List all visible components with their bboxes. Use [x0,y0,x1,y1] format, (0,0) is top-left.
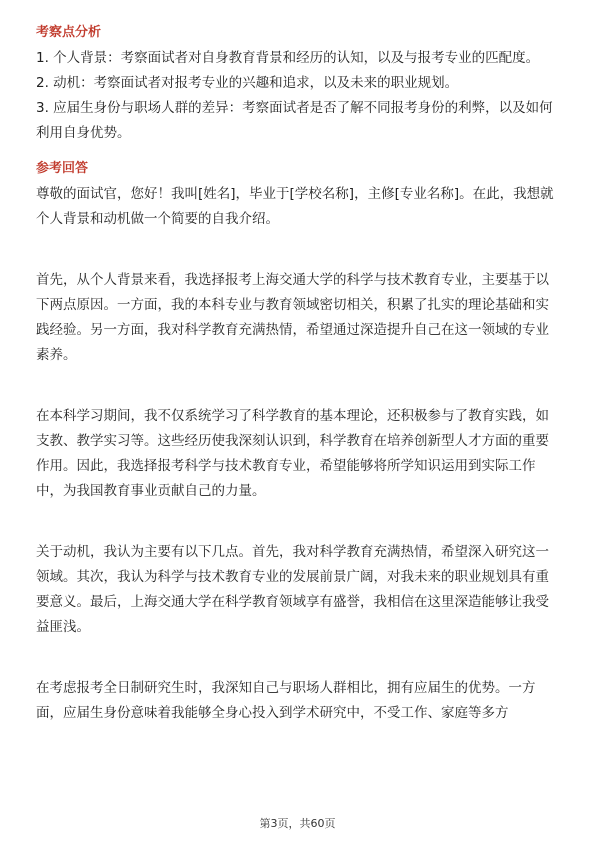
page-number-footer: 第3页，共60页 [259,817,336,830]
document-page [36,24,559,762]
answer-paragraph-1: 尊敬的面试官，您好！我叫[姓名]，毕业于[学校名称]，主修[专业名称]。在此，我想就个人背景和动机做一个简要的自我介绍。 [36,186,554,227]
answer-paragraph-2: 首先，从个人背景来看，我选择报考上海交通大学的科学与技术教育专业，主要基于以下两点原因。一方面，我的本科专业与教育领域密切相关，积累了扎实的理论基础和实践经验。另一方面，我对科学教育充满热情，希望通过深造提升自己在这一领域的专业素养。 [36,272,549,363]
answer-heading: 参考回答 [36,161,89,176]
analysis-heading: 考察点分析 [36,25,102,40]
answer-paragraph-5: 在考虑报考全日制研究生时，我深知自己与职场人群相比，拥有应届生的优势。一方面，应届生身份意味着我能够全身心投入到学术研究中，不受工作、家庭等多方 [36,680,536,721]
analysis-item-3: 3. 应届生身份与职场人群的差异：考察面试者是否了解不同报考身份的利弊，以及如何利用自身优势。 [36,100,553,141]
analysis-item-2: 2. 动机：考察面试者对报考专业的兴趣和追求，以及未来的职业规划。 [36,75,459,91]
answer-paragraph-4: 关于动机，我认为主要有以下几点。首先，我对科学教育充满热情，希望深入研究这一领域。其次，我认为科学与技术教育专业的发展前景广阔，对我未来的职业规划具有重要意义。最后，上海交通大学在科学教育领域享有盛誉，我相信在这里深造能够让我受益匪浅。 [36,544,549,635]
analysis-item-1: 1. 个人背景：考察面试者对自身教育背景和经历的认知，以及与报考专业的匹配度。 [36,50,540,66]
answer-paragraph-3: 在本科学习期间，我不仅系统学习了科学教育的基本理论，还积极参与了教育实践，如支教、教学实习等。这些经历使我深刻认识到，科学教育在培养创新型人才方面的重要作用。因此，我选择报考科学与技术教育专业，希望能够将所学知识运用到实际工作中，为我国教育事业贡献自己的力量。 [36,408,549,499]
